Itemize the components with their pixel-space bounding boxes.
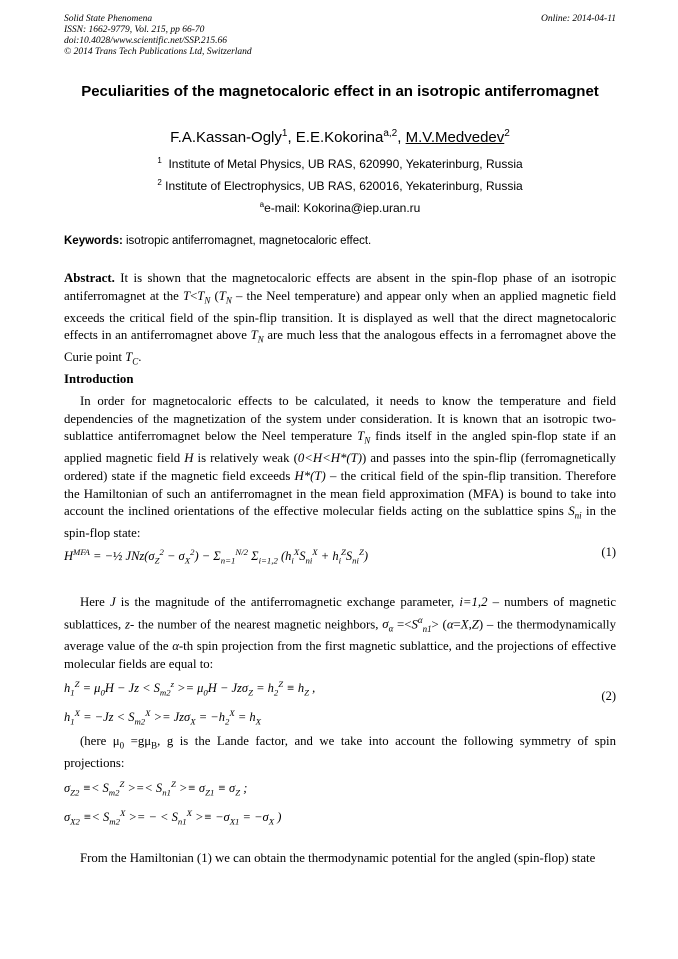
intro-paragraph-2: Here J is the magnitude of the antiferromagnetic exchange parameter, i=1,2 – numbers of magnetic sublattices, z- the number of the nearest magnetic neighbors, $\sigma_\alpha =<S^\alpha_{n1}> (\alpha=X,Z)$ – the thermodynamically average value of the α-th spin projection from the first magnetic sublattice, and the projections of effective molecular fields are equal to: xyxy=(64,595,617,671)
equation-1-number: (1) xyxy=(601,545,616,559)
paper-title: Peculiarities of the magnetocaloric effect in an isotropic antiferromagnet xyxy=(81,83,599,100)
affiliation-1: $^1$ Institute of Metal Physics, UB RAS, 620990, Yekaterinburg, Russia xyxy=(157,156,523,171)
author-3-sup: 2 xyxy=(504,128,510,139)
equation-symmetry: $\sigma_{Z2} \equiv< S_{m2}^Z$ >=< $S_{n1}^Z >\equiv \sigma_{Z1} \equiv \sigma_Z$ ; $\sigma_{X2} \equiv< S_{m2}^X$ >= − < $S_{n1}^X >\equiv -\sigma_{X1} = -\sigma_X$ ) xyxy=(64,779,282,827)
keywords-text: isotropic antiferromagnet, magnetocaloric effect. xyxy=(126,235,372,247)
author-2: E.E.Kokorina xyxy=(295,129,384,146)
equation-2: $h_1^Z = \mu_0H - Jz < S_{m2}^z >= \mu_0H - Jz\sigma_Z = h_2^Z \equiv h_Z$ , $h_1^X = -Jz < S_{m2}^X >= Jz\sigma_X = -h_2^X = h_X$ (2) xyxy=(64,679,616,727)
keywords-label: Keywords: xyxy=(64,235,123,247)
issn-line: ISSN: 1662-9779, Vol. 215, pp 66-70 xyxy=(64,25,205,35)
equation-2-number: (2) xyxy=(601,689,616,703)
doi-line: doi:10.4028/www.scientific.net/SSP.215.66 xyxy=(64,36,227,46)
author-3: M.V.Medvedev xyxy=(405,129,505,146)
journal-name: Solid State Phenomena xyxy=(64,14,153,24)
author-1-sup: 1 xyxy=(281,128,288,139)
keywords xyxy=(64,235,616,247)
online-date: Online: 2014-04-11 xyxy=(540,14,616,24)
author-2-sup: a,2 xyxy=(383,128,398,139)
abstract-label: Abstract. xyxy=(64,271,115,285)
email-line: $^a$e-mail: Kokorina@iep.uran.ru xyxy=(259,200,421,215)
intro-paragraph-1: In order for magnetocaloric effects to be calculated, it needs to know the temperature and field dependencies of the magnetization of the system under consideration. It is known that an isotropic two-sublattice antiferromagnet below the Neel temperature $T_N$ finds itself in the angled spin-flop state if an applied magnetic field H is relatively weak (0<H<H*(T)) and passes into the spin-flip (ferromagnetically ordered) state if the magnetic field exceeds H*(T) – the critical field of the spin-flip transition. Therefore the Hamiltonian of such an antiferromagnet in the mean field approximation (MFA) is bound to take into account the inclined orientations of the effective molecular fields acting on the sublattice spins $S_{ni}$ in the spin-flop state: xyxy=(64,394,616,541)
page-header xyxy=(64,14,616,58)
section-heading-introduction: Introduction xyxy=(64,372,134,386)
affiliation-2: $^2$ Institute of Electrophysics, UB RAS, 620016, Yekaterinburg, Russia xyxy=(157,178,523,193)
intro-paragraph-3: (here $\mu_0 =g\mu_B$, g is the Lande factor, and we take into account the following symmetry of spin projections: xyxy=(64,734,617,771)
intro-paragraph-4: From the Hamiltonian (1) we can obtain the thermodynamic potential for the angled (spin-flop) state xyxy=(80,851,596,865)
abstract: Abstract. It is shown that the magnetocaloric effects are absent in the spin-flop phase of an isotropic antiferromagnet at the $T<T_N$ ($T_N$ – the Neel temperature) and appear only when an applied magnetic field exceeds the critical field of the spin-flip transition. It is displayed as well that the direct magnetocaloric effects in an antiferromagnet above $T_N$ are much less that the analogous effects in a ferromagnet above the Curie point $T_C$. xyxy=(64,271,617,368)
author-list: F.A.Kassan-Ogly$^1$, E.E.Kokorina$^{a,2}$, M.V.Medvedev$^2$ xyxy=(170,128,510,146)
equation-1: $H^{MFA}$ = −½ $JNz(\sigma_Z^2 - \sigma_X^2) - \Sigma_{n=1}^{N/2}$ $\Sigma_{i=1,2}$ $(h_i^XS_{ni}^X + h_i^ZS_{ni}^Z)$ (1) xyxy=(64,542,616,571)
copyright-line: © 2014 Trans Tech Publications Ltd, Switzerland xyxy=(64,47,252,57)
author-1: F.A.Kassan-Ogly xyxy=(170,129,282,146)
